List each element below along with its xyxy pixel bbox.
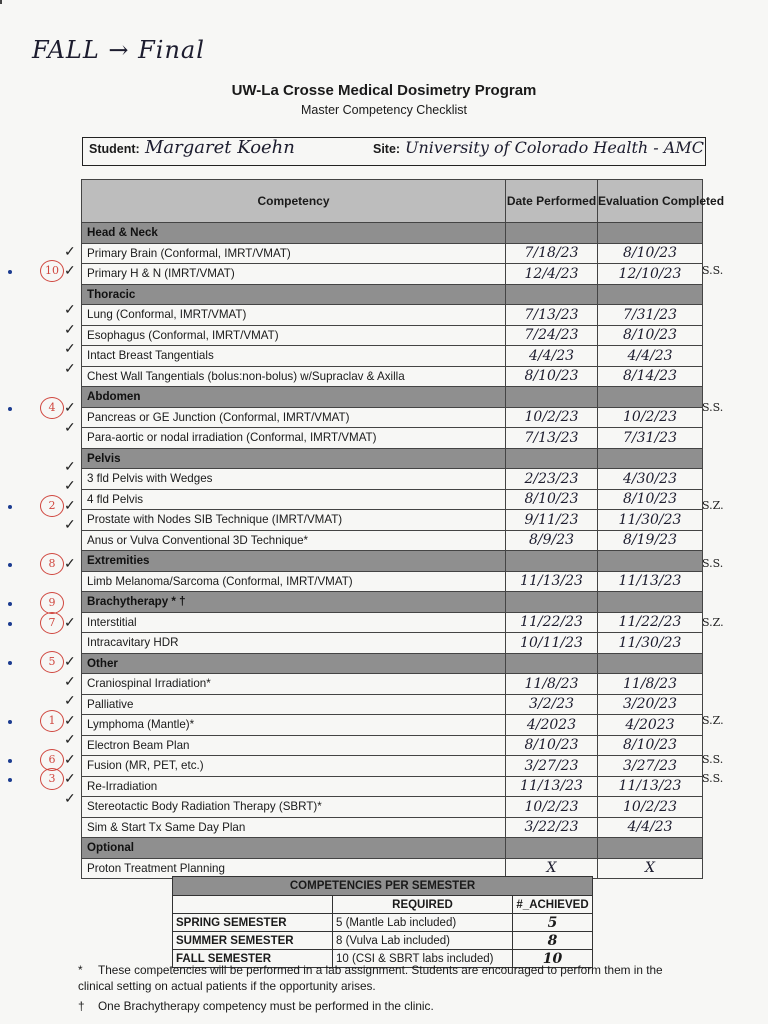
date-performed: 11/13/23 — [506, 776, 598, 797]
competency-row — [82, 305, 703, 326]
category-row — [82, 223, 703, 244]
semester-summary-table — [172, 876, 593, 968]
date-performed: 3/27/23 — [506, 756, 598, 777]
evaluator-initials: S.Z. — [702, 616, 724, 629]
category-row — [82, 838, 703, 859]
competency-name: Para-aortic or nodal irradiation (Conformal, IMRT/VMAT) — [82, 428, 506, 449]
evaluation-date: 3/27/23 — [598, 756, 703, 777]
competency-row — [82, 264, 703, 285]
margin-dot-icon — [8, 563, 12, 567]
document-title: UW-La Crosse Medical Dosimetry Program — [231, 82, 537, 99]
footnote-text: One Brachytherapy competency must be performed in the clinic. — [98, 999, 434, 1013]
date-performed: 11/22/23 — [506, 612, 598, 633]
date-performed: 10/2/23 — [506, 797, 598, 818]
circled-order-number: 10 — [40, 260, 64, 282]
margin-dot-icon — [8, 270, 12, 274]
check-mark-icon: ✓ — [64, 496, 76, 513]
competency-row — [82, 489, 703, 510]
footnote-lab — [78, 962, 698, 994]
evaluator-initials: S.S. — [702, 772, 724, 786]
competency-row — [82, 571, 703, 592]
category-row — [82, 551, 703, 572]
category-date-cell — [506, 551, 598, 572]
competency-row — [82, 797, 703, 818]
check-mark-icon: ✓ — [64, 242, 76, 259]
date-performed: 10/11/23 — [506, 633, 598, 654]
category-label: Other — [82, 653, 506, 674]
competency-name: Lymphoma (Mantle)* — [82, 715, 506, 736]
category-eval-cell — [598, 551, 703, 572]
site-label: Site: — [373, 142, 401, 156]
date-performed: 3/22/23 — [506, 817, 598, 838]
date-performed: 8/9/23 — [506, 530, 598, 551]
date-performed: 7/13/23 — [506, 428, 598, 449]
check-mark-icon: ✓ — [64, 398, 76, 415]
check-mark-icon: ✓ — [64, 301, 76, 318]
competency-name: Pancreas or GE Junction (Conformal, IMRT/VMAT) — [82, 407, 506, 428]
semester-header-blank — [173, 896, 333, 914]
evaluation-date: 8/14/23 — [598, 366, 703, 387]
document-subtitle: Master Competency Checklist — [300, 103, 468, 117]
circled-order-number: 2 — [40, 495, 64, 517]
circled-order-number: 4 — [40, 397, 64, 419]
margin-dot-icon — [8, 778, 12, 782]
footnote-symbol: † — [78, 999, 85, 1013]
competency-column-header: Competency — [82, 180, 506, 223]
competency-row — [82, 366, 703, 387]
evaluator-initials: S.S. — [702, 557, 724, 571]
competency-row — [82, 428, 703, 449]
evaluation-date: 8/19/23 — [598, 530, 703, 551]
check-mark-icon: ✓ — [64, 457, 76, 474]
check-mark-icon: ✓ — [64, 262, 76, 279]
evaluation-date: 8/10/23 — [598, 489, 703, 510]
category-label: Extremities — [82, 551, 506, 572]
date-performed: 7/24/23 — [506, 325, 598, 346]
circled-order-number: 6 — [40, 749, 64, 771]
margin-dot-icon — [8, 407, 12, 411]
semester-required: 5 (Mantle Lab included) — [333, 914, 513, 932]
category-date-cell — [506, 223, 598, 244]
date-performed: 7/18/23 — [506, 243, 598, 264]
evaluation-date: 12/10/23 — [598, 264, 703, 285]
category-date-cell — [506, 448, 598, 469]
semester-name: SUMMER SEMESTER — [173, 932, 333, 950]
margin-dot-icon — [8, 622, 12, 626]
check-mark-icon: ✓ — [64, 477, 76, 494]
circled-order-number: 8 — [40, 553, 64, 575]
date-performed: 8/10/23 — [506, 489, 598, 510]
category-row — [82, 592, 703, 613]
competency-name: 4 fld Pelvis — [82, 489, 506, 510]
check-mark-icon: ✓ — [64, 672, 76, 689]
competency-row — [82, 325, 703, 346]
footnote-symbol: * — [78, 963, 83, 977]
category-date-cell — [506, 838, 598, 859]
evaluation-date: 11/30/23 — [598, 633, 703, 654]
check-mark-icon: ✓ — [64, 789, 76, 806]
category-eval-cell — [598, 653, 703, 674]
date-performed: 8/10/23 — [506, 366, 598, 387]
category-eval-cell — [598, 592, 703, 613]
competency-name: 3 fld Pelvis with Wedges — [82, 469, 506, 490]
category-row — [82, 653, 703, 674]
evaluation-date: 11/8/23 — [598, 674, 703, 695]
footnote-text: These competencies will be performed in a lab assignment. Students are encouraged to perform them in the clinical setting on actual patients if the opportunity arises. — [78, 963, 663, 993]
check-mark-icon: ✓ — [64, 555, 76, 572]
handwritten-semester-note: FALL → Final — [32, 36, 205, 64]
date-performed: 3/2/23 — [506, 694, 598, 715]
evaluation-completed-column-header: Evaluation Completed — [598, 180, 703, 223]
evaluation-date: 4/4/23 — [598, 817, 703, 838]
evaluation-date: 10/2/23 — [598, 407, 703, 428]
category-label: Abdomen — [82, 387, 506, 408]
date-performed: 12/4/23 — [506, 264, 598, 285]
competency-name: Primary H & N (IMRT/VMAT) — [82, 264, 506, 285]
evaluation-date: 8/10/23 — [598, 243, 703, 264]
evaluator-initials: S.Z. — [702, 498, 724, 512]
date-performed: 9/11/23 — [506, 510, 598, 531]
competency-name: Primary Brain (Conformal, IMRT/VMAT) — [82, 243, 506, 264]
date-performed: 4/4/23 — [506, 346, 598, 367]
competency-name: Fusion (MR, PET, etc.) — [82, 756, 506, 777]
competency-row — [82, 469, 703, 490]
required-column-header: REQUIRED — [333, 896, 513, 914]
competency-row — [82, 530, 703, 551]
category-eval-cell — [598, 387, 703, 408]
semester-achieved: 5 — [513, 914, 593, 932]
category-eval-cell — [598, 838, 703, 859]
category-eval-cell — [598, 223, 703, 244]
circled-order-number: 9 — [40, 592, 64, 614]
category-label: Pelvis — [82, 448, 506, 469]
check-mark-icon: ✓ — [64, 320, 76, 337]
evaluator-initials: S.Z. — [702, 713, 724, 727]
category-row — [82, 448, 703, 469]
margin-dot-icon — [8, 505, 12, 509]
check-mark-icon: ✓ — [64, 340, 76, 357]
evaluation-date: 4/30/23 — [598, 469, 703, 490]
competency-row — [82, 735, 703, 756]
evaluation-date: 11/13/23 — [598, 571, 703, 592]
competency-row — [82, 633, 703, 654]
competency-name: Esophagus (Conformal, IMRT/VMAT) — [82, 325, 506, 346]
circled-order-number: 3 — [40, 768, 64, 790]
category-row — [82, 284, 703, 305]
category-label: Brachytherapy * † — [82, 592, 506, 613]
date-performed: 4/2023 — [506, 715, 598, 736]
category-row — [82, 387, 703, 408]
margin-dot-icon — [8, 661, 12, 665]
category-date-cell — [506, 653, 598, 674]
semester-table-title: COMPETENCIES PER SEMESTER — [173, 877, 593, 896]
date-performed: 10/2/23 — [506, 407, 598, 428]
check-mark-icon: ✓ — [64, 653, 76, 670]
evaluation-date: 3/20/23 — [598, 694, 703, 715]
competency-name: Palliative — [82, 694, 506, 715]
margin-dot-icon — [8, 759, 12, 763]
evaluator-initials: S.S. — [702, 400, 724, 414]
semester-achieved: 8 — [513, 932, 593, 950]
semester-row — [173, 914, 593, 932]
competency-table-body — [82, 223, 703, 879]
check-mark-icon: ✓ — [64, 731, 76, 748]
evaluation-date: X — [598, 858, 703, 879]
evaluation-date: 11/13/23 — [598, 776, 703, 797]
semester-header-row — [173, 896, 593, 914]
category-label: Thoracic — [82, 284, 506, 305]
circled-order-number: 1 — [40, 710, 64, 732]
competency-row — [82, 510, 703, 531]
competency-name: Prostate with Nodes SIB Technique (IMRT/VMAT) — [82, 510, 506, 531]
competency-row — [82, 817, 703, 838]
semester-title-row — [173, 877, 593, 896]
competency-name: Intact Breast Tangentials — [82, 346, 506, 367]
check-mark-icon: ✓ — [64, 692, 76, 709]
category-date-cell — [506, 592, 598, 613]
check-mark-icon: ✓ — [64, 614, 76, 630]
competency-row — [82, 612, 703, 633]
evaluator-initials: S.S. — [702, 264, 724, 278]
date-performed: X — [506, 858, 598, 879]
achieved-column-header: #_ACHIEVED — [513, 896, 593, 914]
competency-row — [82, 346, 703, 367]
evaluation-date: 8/10/23 — [598, 735, 703, 756]
check-mark-icon: ✓ — [64, 770, 76, 787]
page-corner-mark — [0, 0, 8, 4]
competency-name: Lung (Conformal, IMRT/VMAT) — [82, 305, 506, 326]
footnote-brachy — [78, 998, 698, 1014]
semester-name: SPRING SEMESTER — [173, 914, 333, 932]
category-date-cell — [506, 284, 598, 305]
check-mark-icon: ✓ — [64, 711, 76, 728]
competency-name: Electron Beam Plan — [82, 735, 506, 756]
margin-dot-icon — [8, 602, 12, 606]
competency-row — [82, 674, 703, 695]
evaluation-date: 7/31/23 — [598, 428, 703, 449]
competency-name: Intracavitary HDR — [82, 633, 506, 654]
date-performed: 2/23/23 — [506, 469, 598, 490]
evaluation-date: 10/2/23 — [598, 797, 703, 818]
competency-row — [82, 776, 703, 797]
competency-name: Anus or Vulva Conventional 3D Technique* — [82, 530, 506, 551]
check-mark-icon: ✓ — [64, 359, 76, 376]
competency-name: Limb Melanoma/Sarcoma (Conformal, IMRT/VMAT) — [82, 571, 506, 592]
margin-dot-icon — [8, 720, 12, 724]
competency-row — [82, 407, 703, 428]
semester-achieved: 10 — [513, 950, 593, 968]
category-label: Optional — [82, 838, 506, 859]
evaluation-date: 11/22/23 — [598, 612, 703, 633]
table-header-row — [82, 180, 703, 223]
student-info-box — [82, 137, 706, 166]
date-performed: 11/13/23 — [506, 571, 598, 592]
date-performed: 7/13/23 — [506, 305, 598, 326]
semester-name: FALL SEMESTER — [173, 950, 333, 968]
category-eval-cell — [598, 284, 703, 305]
competency-name: Interstitial — [82, 612, 506, 633]
evaluation-date: 8/10/23 — [598, 325, 703, 346]
competency-name: Craniospinal Irradiation* — [82, 674, 506, 695]
competency-row — [82, 715, 703, 736]
semester-required: 10 (CSI & SBRT labs included) — [333, 950, 513, 968]
competency-name: Stereotactic Body Radiation Therapy (SBRT)* — [82, 797, 506, 818]
semester-required: 8 (Vulva Lab included) — [333, 932, 513, 950]
check-mark-icon: ✓ — [64, 418, 76, 435]
category-eval-cell — [598, 448, 703, 469]
date-performed: 11/8/23 — [506, 674, 598, 695]
check-mark-icon: ✓ — [64, 750, 76, 767]
student-name: Margaret Koehn — [145, 137, 295, 158]
competency-row — [82, 243, 703, 264]
category-date-cell — [506, 387, 598, 408]
competency-name: Proton Treatment Planning — [82, 858, 506, 879]
evaluation-date: 11/30/23 — [598, 510, 703, 531]
evaluation-date: 4/4/23 — [598, 346, 703, 367]
evaluator-initials: S.S. — [702, 752, 724, 766]
evaluation-date: 7/31/23 — [598, 305, 703, 326]
competency-name: Chest Wall Tangentials (bolus:non-bolus) w/Supraclav & Axilla — [82, 366, 506, 387]
circled-order-number: 7 — [40, 612, 64, 634]
check-mark-icon: ✓ — [64, 516, 76, 533]
competency-row — [82, 694, 703, 715]
evaluation-date: 4/2023 — [598, 715, 703, 736]
circled-order-number: 5 — [40, 651, 64, 673]
semester-row — [173, 932, 593, 950]
category-label: Head & Neck — [82, 223, 506, 244]
student-label: Student: — [89, 142, 140, 156]
competency-name: Sim & Start Tx Same Day Plan — [82, 817, 506, 838]
site-name: University of Colorado Health - AMC — [405, 138, 704, 157]
competency-name: Re-Irradiation — [82, 776, 506, 797]
date-performed-column-header: Date Performed — [506, 180, 598, 223]
date-performed: 8/10/23 — [506, 735, 598, 756]
competency-row — [82, 756, 703, 777]
